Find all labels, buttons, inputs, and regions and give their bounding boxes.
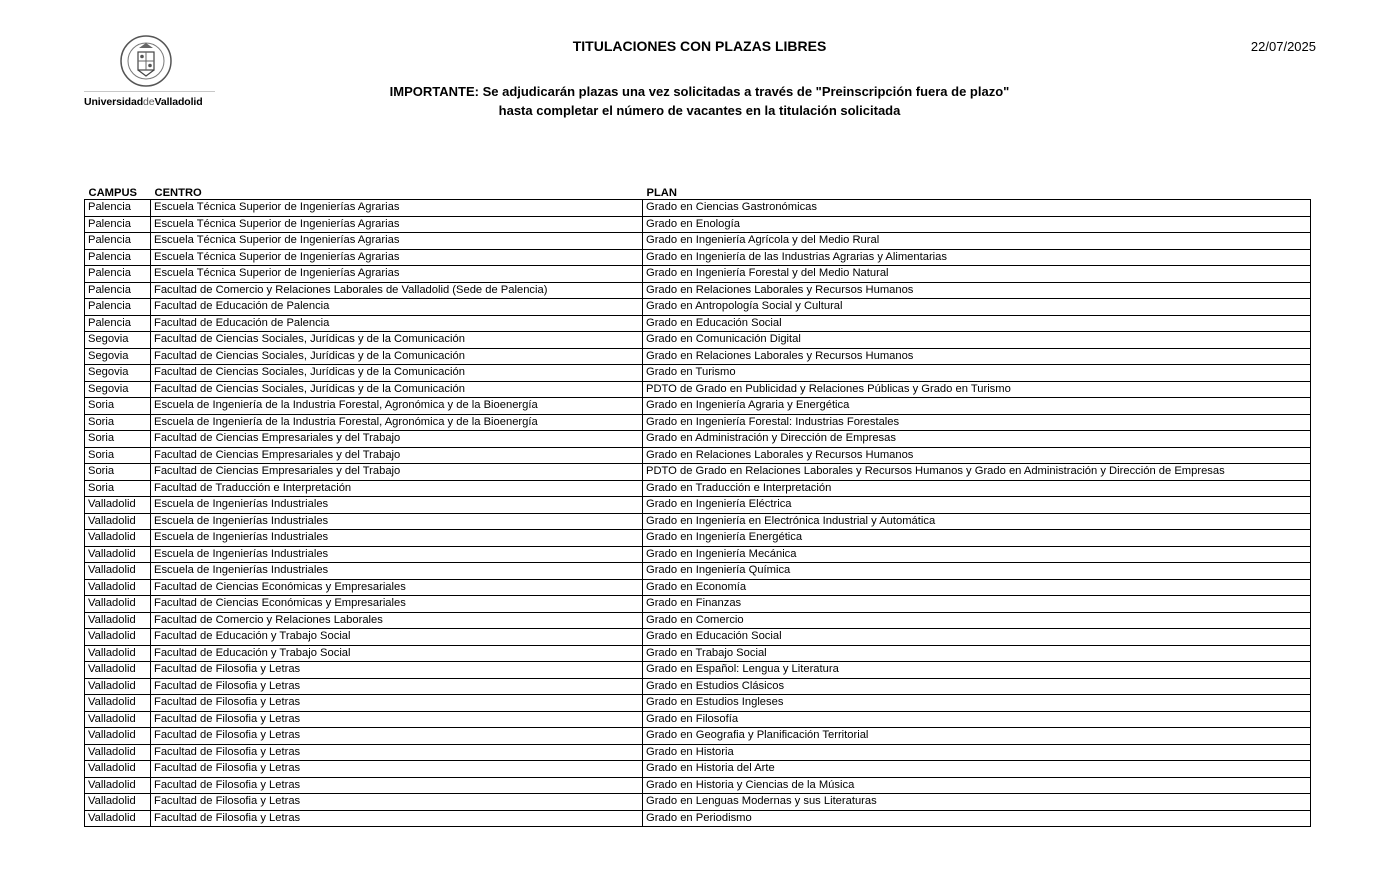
- centro-cell: Escuela Técnica Superior de Ingenierías Agrarias: [151, 249, 643, 266]
- plan-cell: Grado en Ingeniería de las Industrias Agrarias y Alimentarias: [643, 249, 1311, 266]
- column-header-centro: CENTRO: [151, 183, 643, 200]
- table-row: [85, 761, 1311, 778]
- table-row: [85, 365, 1311, 382]
- plan-cell: PDTO de Grado en Publicidad y Relaciones Públicas y Grado en Turismo: [643, 381, 1311, 398]
- campus-cell: Soria: [85, 398, 151, 415]
- plan-cell: Grado en Enología: [643, 216, 1311, 233]
- plan-cell: Grado en Ingeniería Agraria y Energética: [643, 398, 1311, 415]
- plan-cell: Grado en Economía: [643, 579, 1311, 596]
- plan-cell: Grado en Finanzas: [643, 596, 1311, 613]
- centro-cell: Escuela de Ingenierías Industriales: [151, 530, 643, 547]
- campus-cell: Soria: [85, 414, 151, 431]
- campus-cell: Valladolid: [85, 579, 151, 596]
- plan-cell: Grado en Periodismo: [643, 810, 1311, 827]
- centro-cell: Escuela de Ingenierías Industriales: [151, 497, 643, 514]
- centro-cell: Facultad de Ciencias Económicas y Empresariales: [151, 579, 643, 596]
- campus-cell: Segovia: [85, 365, 151, 382]
- table-row: [85, 299, 1311, 316]
- table-row: [85, 810, 1311, 827]
- centro-cell: Facultad de Filosofia y Letras: [151, 728, 643, 745]
- centro-cell: Facultad de Educación y Trabajo Social: [151, 629, 643, 646]
- centro-cell: Facultad de Ciencias Sociales, Jurídicas y de la Comunicación: [151, 365, 643, 382]
- centro-cell: Facultad de Comercio y Relaciones Laborales: [151, 612, 643, 629]
- plan-cell: Grado en Ingeniería Química: [643, 563, 1311, 580]
- plan-cell: Grado en Ingeniería Mecánica: [643, 546, 1311, 563]
- campus-cell: Palencia: [85, 216, 151, 233]
- plan-cell: Grado en Estudios Clásicos: [643, 678, 1311, 695]
- table-row: [85, 612, 1311, 629]
- table-row: [85, 398, 1311, 415]
- column-header-campus: CAMPUS: [85, 183, 151, 200]
- centro-cell: Facultad de Comercio y Relaciones Laborales de Valladolid (Sede de Palencia): [151, 282, 643, 299]
- campus-cell: Valladolid: [85, 744, 151, 761]
- plan-cell: Grado en Filosofía: [643, 711, 1311, 728]
- plan-cell: Grado en Estudios Ingleses: [643, 695, 1311, 712]
- table-row: [85, 414, 1311, 431]
- centro-cell: Escuela de Ingenierías Industriales: [151, 546, 643, 563]
- campus-cell: Soria: [85, 447, 151, 464]
- table-row: [85, 530, 1311, 547]
- campus-cell: Valladolid: [85, 728, 151, 745]
- table-row: [85, 282, 1311, 299]
- table-row: [85, 464, 1311, 481]
- plan-cell: Grado en Comunicación Digital: [643, 332, 1311, 349]
- campus-cell: Valladolid: [85, 810, 151, 827]
- campus-cell: Segovia: [85, 348, 151, 365]
- document-date: 22/07/2025: [1250, 39, 1316, 54]
- important-notice-line-2: hasta completar el número de vacantes en la titulación solicitada: [498, 103, 901, 118]
- plan-cell: Grado en Relaciones Laborales y Recursos Humanos: [643, 447, 1311, 464]
- campus-cell: Valladolid: [85, 612, 151, 629]
- table-row: [85, 216, 1311, 233]
- table-header-row: [85, 183, 1311, 200]
- logo-wordmark: UniversidaddeValladolid: [84, 96, 203, 108]
- table-row: [85, 777, 1311, 794]
- plan-cell: Grado en Ingeniería Energética: [643, 530, 1311, 547]
- centro-cell: Facultad de Educación y Trabajo Social: [151, 645, 643, 662]
- campus-cell: Valladolid: [85, 794, 151, 811]
- centro-cell: Facultad de Filosofia y Letras: [151, 662, 643, 679]
- campus-cell: Palencia: [85, 233, 151, 250]
- campus-cell: Palencia: [85, 299, 151, 316]
- campus-cell: Palencia: [85, 249, 151, 266]
- centro-cell: Escuela de Ingenierías Industriales: [151, 563, 643, 580]
- plan-cell: Grado en Ingeniería Forestal: Industrias Forestales: [643, 414, 1311, 431]
- campus-cell: Soria: [85, 464, 151, 481]
- table-row: [85, 480, 1311, 497]
- centro-cell: Facultad de Filosofia y Letras: [151, 777, 643, 794]
- plan-cell: Grado en Turismo: [643, 365, 1311, 382]
- table-row: [85, 695, 1311, 712]
- campus-cell: Valladolid: [85, 678, 151, 695]
- table-row: [85, 579, 1311, 596]
- campus-cell: Valladolid: [85, 497, 151, 514]
- plan-cell: Grado en Ingeniería Eléctrica: [643, 497, 1311, 514]
- plan-cell: Grado en Español: Lengua y Literatura: [643, 662, 1311, 679]
- table-row: [85, 348, 1311, 365]
- campus-cell: Palencia: [85, 315, 151, 332]
- plan-cell: Grado en Comercio: [643, 612, 1311, 629]
- centro-cell: Facultad de Ciencias Sociales, Jurídicas y de la Comunicación: [151, 381, 643, 398]
- centro-cell: Facultad de Filosofia y Letras: [151, 794, 643, 811]
- plan-cell: Grado en Relaciones Laborales y Recursos Humanos: [643, 348, 1311, 365]
- table-row: [85, 200, 1311, 217]
- plan-cell: Grado en Lenguas Modernas y sus Literaturas: [643, 794, 1311, 811]
- plan-cell: Grado en Historia: [643, 744, 1311, 761]
- centro-cell: Facultad de Filosofia y Letras: [151, 678, 643, 695]
- centro-cell: Escuela Técnica Superior de Ingenierías Agrarias: [151, 216, 643, 233]
- table-row: [85, 447, 1311, 464]
- table-row: [85, 678, 1311, 695]
- centro-cell: Escuela Técnica Superior de Ingenierías Agrarias: [151, 233, 643, 250]
- campus-cell: Valladolid: [85, 629, 151, 646]
- plan-cell: PDTO de Grado en Relaciones Laborales y Recursos Humanos y Grado en Administración y Dirección de Empresas: [643, 464, 1311, 481]
- table-row: [85, 596, 1311, 613]
- table-row: [85, 497, 1311, 514]
- campus-cell: Segovia: [85, 332, 151, 349]
- table-row: [85, 629, 1311, 646]
- centro-cell: Facultad de Traducción e Interpretación: [151, 480, 643, 497]
- campus-cell: Palencia: [85, 266, 151, 283]
- campus-cell: Valladolid: [85, 546, 151, 563]
- table-row: [85, 266, 1311, 283]
- plan-cell: Grado en Ingeniería Forestal y del Medio Natural: [643, 266, 1311, 283]
- table-row: [85, 711, 1311, 728]
- table-row: [85, 233, 1311, 250]
- plan-cell: Grado en Ingeniería en Electrónica Industrial y Automática: [643, 513, 1311, 530]
- plan-cell: Grado en Antropología Social y Cultural: [643, 299, 1311, 316]
- campus-cell: Palencia: [85, 200, 151, 217]
- campus-cell: Palencia: [85, 282, 151, 299]
- centro-cell: Facultad de Educación de Palencia: [151, 299, 643, 316]
- table-row: [85, 563, 1311, 580]
- centro-cell: Facultad de Ciencias Empresariales y del Trabajo: [151, 431, 643, 448]
- campus-cell: Valladolid: [85, 530, 151, 547]
- page-title: TITULACIONES CON PLAZAS LIBRES: [572, 38, 827, 54]
- column-header-plan: PLAN: [643, 183, 1311, 200]
- table-row: [85, 645, 1311, 662]
- table-row: [85, 546, 1311, 563]
- degrees-table: [84, 183, 1311, 827]
- plan-cell: Grado en Educación Social: [643, 629, 1311, 646]
- centro-cell: Facultad de Ciencias Económicas y Empresariales: [151, 596, 643, 613]
- plan-cell: Grado en Ciencias Gastronómicas: [643, 200, 1311, 217]
- centro-cell: Facultad de Filosofia y Letras: [151, 810, 643, 827]
- centro-cell: Facultad de Filosofia y Letras: [151, 761, 643, 778]
- plan-cell: Grado en Historia del Arte: [643, 761, 1311, 778]
- plan-cell: Grado en Historia y Ciencias de la Música: [643, 777, 1311, 794]
- campus-cell: Valladolid: [85, 695, 151, 712]
- centro-cell: Facultad de Educación de Palencia: [151, 315, 643, 332]
- centro-cell: Facultad de Filosofia y Letras: [151, 711, 643, 728]
- table-row: [85, 315, 1311, 332]
- plan-cell: Grado en Ingeniería Agrícola y del Medio Rural: [643, 233, 1311, 250]
- centro-cell: Facultad de Filosofia y Letras: [151, 744, 643, 761]
- centro-cell: Facultad de Ciencias Empresariales y del Trabajo: [151, 447, 643, 464]
- centro-cell: Facultad de Filosofia y Letras: [151, 695, 643, 712]
- table-row: [85, 728, 1311, 745]
- campus-cell: Valladolid: [85, 711, 151, 728]
- centro-cell: Escuela Técnica Superior de Ingenierías Agrarias: [151, 266, 643, 283]
- plan-cell: Grado en Traducción e Interpretación: [643, 480, 1311, 497]
- centro-cell: Facultad de Ciencias Sociales, Jurídicas y de la Comunicación: [151, 348, 643, 365]
- campus-cell: Soria: [85, 480, 151, 497]
- table-row: [85, 794, 1311, 811]
- campus-cell: Valladolid: [85, 662, 151, 679]
- table-row: [85, 744, 1311, 761]
- campus-cell: Valladolid: [85, 596, 151, 613]
- centro-cell: Escuela de Ingeniería de la Industria Forestal, Agronómica y de la Bioenergía: [151, 414, 643, 431]
- important-notice: [0, 82, 1399, 120]
- table-row: [85, 662, 1311, 679]
- campus-cell: Valladolid: [85, 563, 151, 580]
- campus-cell: Valladolid: [85, 761, 151, 778]
- campus-cell: Valladolid: [85, 645, 151, 662]
- important-notice-line-1: IMPORTANTE: Se adjudicarán plazas una vez solicitadas a través de "Preinscripción fuera de plazo": [389, 84, 1010, 99]
- plan-cell: Grado en Geografia y Planificación Territorial: [643, 728, 1311, 745]
- campus-cell: Valladolid: [85, 777, 151, 794]
- table-row: [85, 513, 1311, 530]
- plan-cell: Grado en Administración y Dirección de Empresas: [643, 431, 1311, 448]
- table-row: [85, 249, 1311, 266]
- centro-cell: Facultad de Ciencias Empresariales y del Trabajo: [151, 464, 643, 481]
- campus-cell: Valladolid: [85, 513, 151, 530]
- table-body: [85, 200, 1311, 827]
- table-row: [85, 332, 1311, 349]
- centro-cell: Escuela Técnica Superior de Ingenierías Agrarias: [151, 200, 643, 217]
- centro-cell: Escuela de Ingenierías Industriales: [151, 513, 643, 530]
- centro-cell: Escuela de Ingeniería de la Industria Forestal, Agronómica y de la Bioenergía: [151, 398, 643, 415]
- table-row: [85, 381, 1311, 398]
- plan-cell: Grado en Educación Social: [643, 315, 1311, 332]
- campus-cell: Soria: [85, 431, 151, 448]
- campus-cell: Segovia: [85, 381, 151, 398]
- centro-cell: Facultad de Ciencias Sociales, Jurídicas y de la Comunicación: [151, 332, 643, 349]
- plan-cell: Grado en Trabajo Social: [643, 645, 1311, 662]
- plan-cell: Grado en Relaciones Laborales y Recursos Humanos: [643, 282, 1311, 299]
- table-row: [85, 431, 1311, 448]
